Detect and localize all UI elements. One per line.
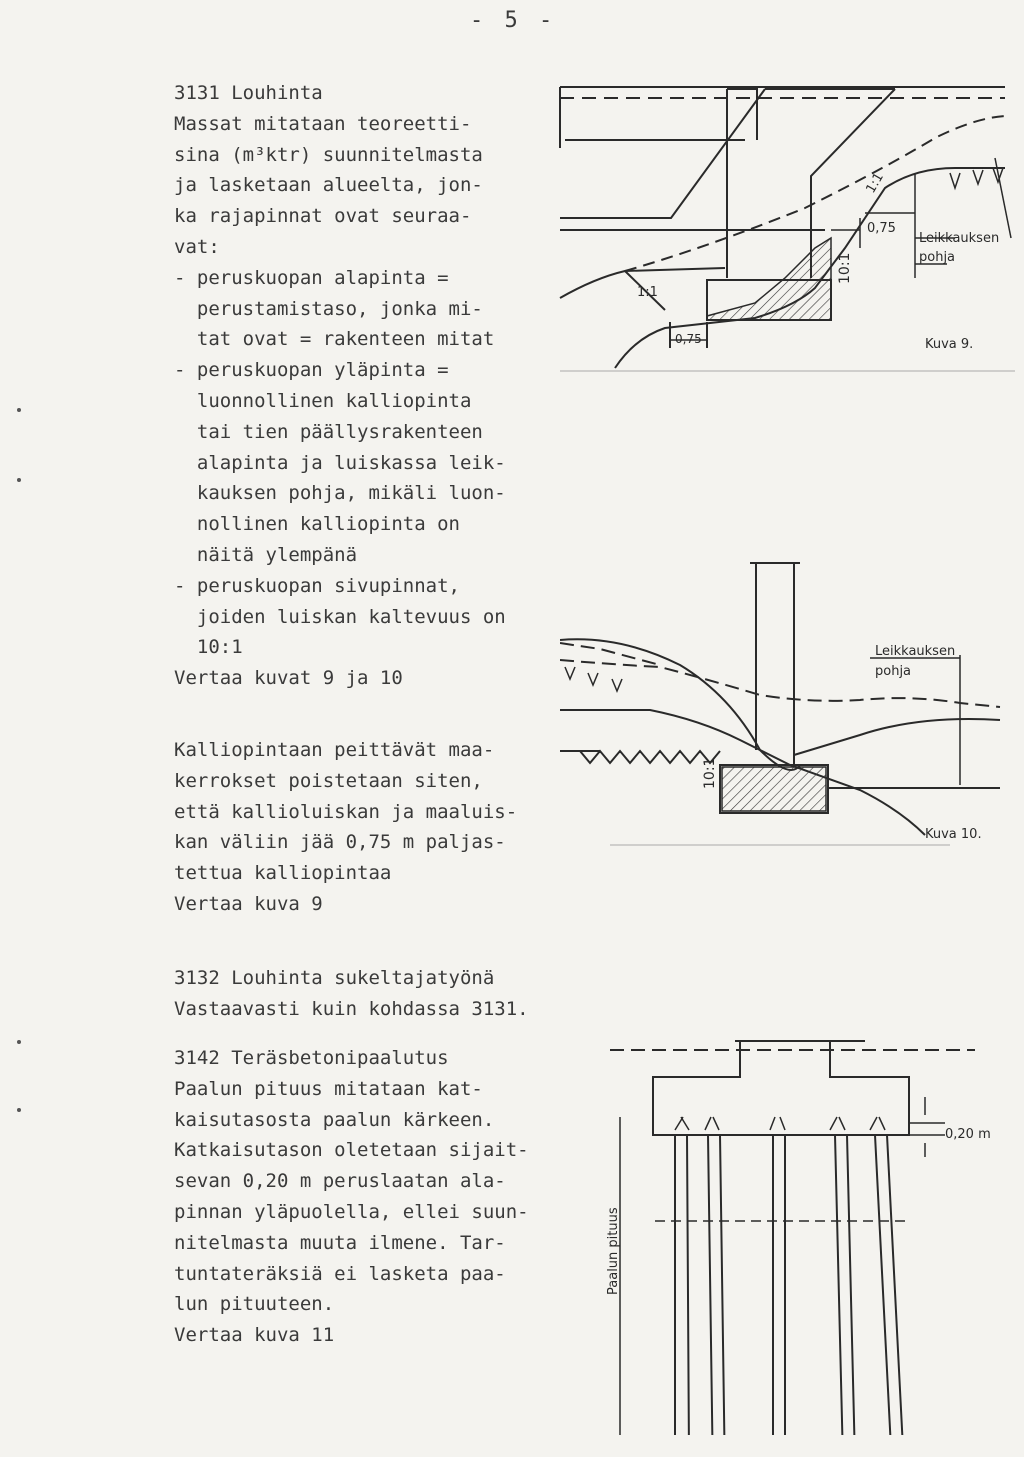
text-line: Katkaisutason oletetaan sijait-	[174, 1139, 529, 1162]
slope-label-1-1-right: 1:1	[863, 170, 887, 196]
text-line: tat ovat = rakenteen mitat	[174, 328, 495, 351]
text-line: nitelmasta muuta ilmene. Tar-	[174, 1231, 506, 1254]
text-line: tai tien päällysrakenteen	[174, 420, 483, 443]
text-line: alapinta ja luiskassa leik-	[174, 451, 506, 474]
text-line: pinnan yläpuolella, ellei suun-	[174, 1200, 529, 1223]
margin-speck	[17, 1040, 21, 1044]
slope-label-10-1: 10:1	[702, 757, 718, 789]
text-line: Massat mitataan teoreetti-	[174, 112, 472, 135]
text-line: että kallioluiskan ja maaluis-	[174, 800, 518, 823]
dim-label-075-bottom: 0,75	[675, 332, 702, 346]
section-3131	[174, 78, 574, 694]
text-line: joiden luiskan kaltevuus on	[174, 605, 506, 628]
text-line: vat:	[174, 235, 220, 258]
text-line: tuntateräksiä ei lasketa paa-	[174, 1262, 506, 1285]
text-line: - peruskuopan sivupinnat,	[174, 574, 460, 597]
figure-9	[555, 78, 1015, 378]
text-line: - peruskuopan alapinta =	[174, 266, 449, 289]
margin-speck	[17, 408, 21, 412]
text-line: 3131 Louhinta	[174, 82, 323, 104]
text-line: kaisutasosta paalun kärkeen.	[174, 1108, 495, 1131]
slope-label-1-1-left: 1:1	[637, 285, 658, 300]
text-line: Vertaa kuva 9	[174, 892, 323, 915]
text-line: kan väliin jää 0,75 m paljas-	[174, 831, 506, 854]
text-line: luonnollinen kalliopinta	[174, 389, 472, 412]
text-line: Paalun pituus mitataan kat-	[174, 1077, 483, 1100]
figure-caption: Kuva 9.	[925, 337, 974, 352]
text-line: 3142 Teräsbetonipaalutus	[174, 1047, 449, 1069]
text-line: kauksen pohja, mikäli luon-	[174, 482, 506, 505]
text-line: ja lasketaan alueelta, jon-	[174, 174, 483, 197]
slope-label-10-1: 10:1	[837, 252, 853, 284]
margin-speck	[17, 478, 21, 482]
label-leikkauksen: Leikkauksen	[919, 231, 1000, 246]
dim-label-020: 0,20 m	[945, 1127, 991, 1142]
figure-11	[565, 1035, 1015, 1435]
text-line: nollinen kalliopinta on	[174, 513, 460, 536]
section-kalliopinta	[174, 735, 574, 920]
text-line: sevan 0,20 m peruslaatan ala-	[174, 1170, 506, 1193]
figure-10	[560, 555, 1015, 855]
text-line: Vertaa kuva 11	[174, 1324, 335, 1347]
text-line: Vastaavasti kuin kohdassa 3131.	[174, 997, 529, 1020]
text-line: kerrokset poistetaan siten,	[174, 769, 483, 792]
dim-label-075-top: 0,75	[867, 221, 896, 236]
text-line: perustamistaso, jonka mi-	[174, 297, 483, 320]
text-line: Kalliopintaan peittävät maa-	[174, 739, 495, 761]
label-pohja: pohja	[919, 250, 956, 265]
page-number: - 5 -	[470, 8, 557, 33]
text-line: Vertaa kuvat 9 ja 10	[174, 667, 403, 690]
margin-speck	[17, 1108, 21, 1112]
text-line: 3132 Louhinta sukeltajatyönä	[174, 967, 495, 989]
text-line: sina (m³ktr) suunnitelmasta	[174, 143, 483, 166]
label-pohja: pohja	[875, 664, 912, 679]
text-line: tettua kalliopintaa	[174, 862, 392, 885]
section-3132	[174, 963, 574, 1025]
section-3142	[174, 1043, 574, 1351]
text-line: lun pituuteen.	[174, 1293, 335, 1316]
label-leikkauksen: Leikkauksen	[875, 644, 956, 659]
text-line: 10:1	[174, 636, 243, 659]
text-line: - peruskuopan yläpinta =	[174, 359, 449, 382]
figure-caption: Kuva 10.	[925, 827, 982, 842]
label-paalun-pituus: Paalun pituus	[606, 1207, 621, 1295]
text-line: ka rajapinnat ovat seuraa-	[174, 205, 472, 228]
text-line: näitä ylempänä	[174, 543, 358, 566]
